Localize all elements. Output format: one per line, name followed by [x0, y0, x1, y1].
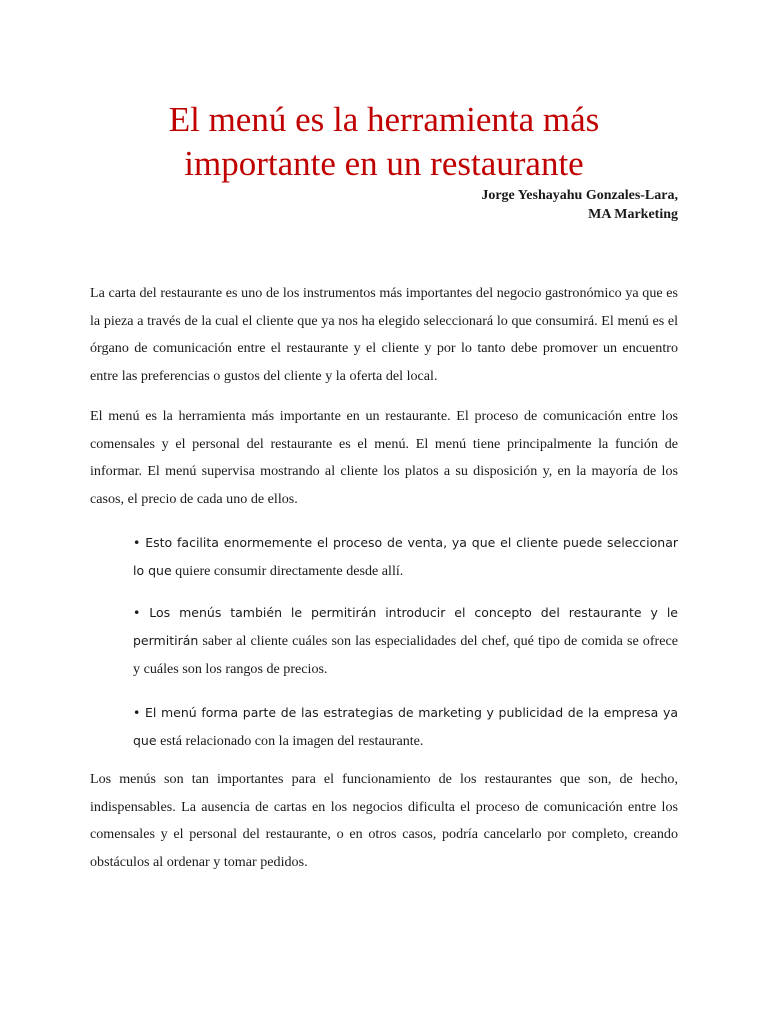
paragraph-menu-role: El menú es la herramienta más importante en un restaurante. El proceso de comunicación entre los comensales y el personal del restaurante es el menú. El menú tiene principalmente la función de informar. El menú supervisa mostrando al cliente los platos a su disposición y, en la mayoría de los casos, el precio de cada uno de ellos. [90, 408, 678, 507]
author-credential: MA Marketing [588, 207, 678, 222]
document-title: El menú es la herramienta más importante en un restaurante [168, 100, 600, 183]
author-name: Jorge Yeshayahu Gonzales-Lara, [481, 188, 678, 203]
bullet-item-marketing [133, 699, 678, 755]
bullet-item-concept [133, 599, 678, 683]
bullet-rest-text: saber al cliente cuáles son las especialidades del chef, qué tipo de comida se ofrece y cuáles son los rangos de precios. [133, 633, 678, 677]
bullet-rest-text: quiere consumir directamente desde allí. [171, 563, 404, 579]
bullet-lead-text: • El menú forma parte de las estrategias de marketing y publicidad de la empresa ya que [133, 705, 678, 748]
bullet-rest-text: está relacionado con la imagen del restaurante. [156, 733, 424, 749]
author-byline [278, 186, 678, 224]
bullet-lead-text: • Los menús también le permitirán introducir el concepto del restaurante y le permitirán [133, 605, 678, 648]
bullet-lead-text: • Esto facilita enormemente el proceso de venta, ya que el cliente puede seleccionar lo que [133, 535, 678, 578]
bullet-item-sales [133, 529, 678, 585]
paragraph-conclusion: Los menús son tan importantes para el funcionamiento de los restaurantes que son, de hecho, indispensables. La ausencia de cartas en los negocios dificulta el proceso de comunicación entre los comensales y el personal del restaurante, o en otros casos, podría cancelarlo por completo, creando obstáculos al ordenar y tomar pedidos. [90, 771, 678, 870]
paragraph-intro: La carta del restaurante es uno de los instrumentos más importantes del negocio gastronómico ya que es la pieza a través de la cual el cliente que ya nos ha elegido seleccionará lo que consumirá. El menú es el órgano de comunicación entre el restaurante y el cliente y por lo tanto debe promover un encuentro entre las preferencias o gustos del cliente y la oferta del local. [90, 285, 678, 384]
